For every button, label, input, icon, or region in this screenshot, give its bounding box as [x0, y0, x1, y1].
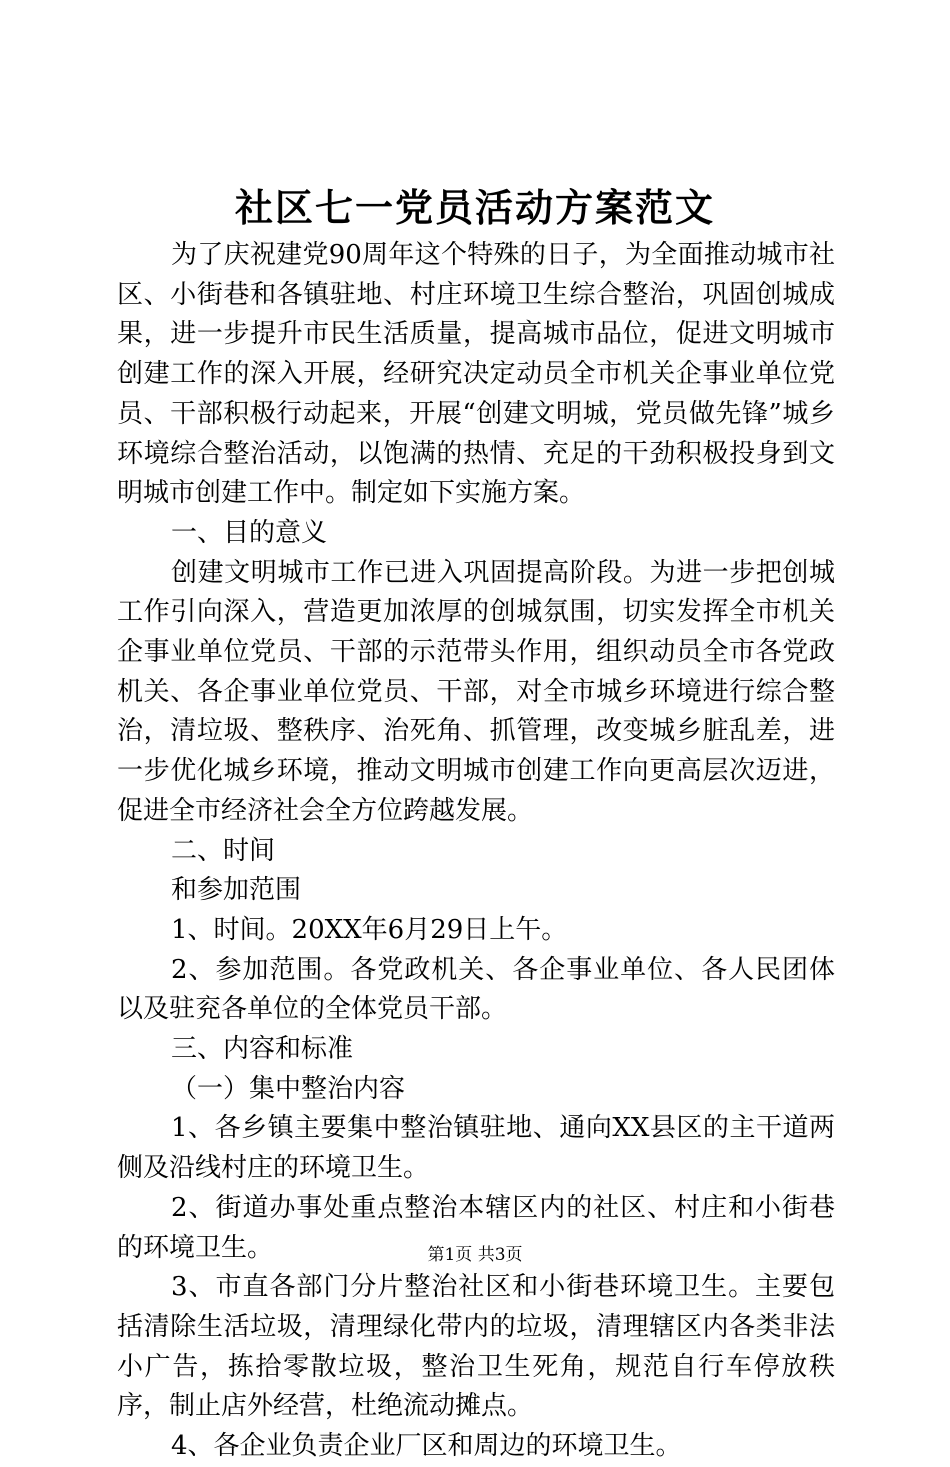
list-item: 1、各乡镇主要集中整治镇驻地、通向XX县区的主干道两侧及沿线村庄的环境卫生。 [117, 1113, 835, 1184]
section-heading-content: 三、内容和标准 [171, 1034, 354, 1065]
subsection-heading-focus: （一）集中整治内容 [171, 1073, 406, 1104]
paragraph-scope: 2、参加范围。各党政机关、各企事业单位、各人民团体以及驻兖各单位的全体党员干部。 [117, 954, 835, 1025]
document-body [117, 236, 835, 1467]
section-heading-time: 二、时间 [171, 835, 276, 866]
list-item: 4、各企业负责企业厂区和周边的环境卫生。 [171, 1431, 682, 1462]
document-title: 社区七一党员活动方案范文 [234, 185, 715, 230]
paragraph-purpose: 创建文明城市工作已进入巩固提高阶段。为进一步把创城工作引向深入，营造更加浓厚的创城氛围，切实发挥全市机关企事业单位党员、干部的示范带头作用，组织动员全市各党政机关、各企事业单位党员、干部，对全市城乡环境进行综合整治，清垃圾、整秩序、治死角、抓管理，改变城乡脏乱差，进一步优化城乡环境，推动文明城市创建工作向更高层次迈进，促进全市经济社会全方位跨越发展。 [117, 557, 835, 826]
list-item: 2、街道办事处重点整治本辖区内的社区、村庄和小街巷的环境卫生。 [117, 1192, 835, 1263]
section-heading-scope: 和参加范围 [171, 875, 302, 906]
paragraph-time: 1、时间。20XX年6月29日上午。 [171, 914, 568, 945]
list-item: 3、市直各部门分片整治社区和小街巷环境卫生。主要包括清除生活垃圾，清理绿化带内的垃圾，清理辖区内各类非法小广告，拣拾零散垃圾，整治卫生死角，规范自行车停放秩序，制止店外经营，杜绝流动摊点。 [117, 1272, 835, 1422]
page-footer: 第1页 共3页 [427, 1245, 523, 1265]
paragraph-intro: 为了庆祝建党90周年这个特殊的日子，为全面推动城市社区、小街巷和各镇驻地、村庄环境卫生综合整治，巩固创城成果，进一步提升市民生活质量，提高城市品位，促进文明城市创建工作的深入开展，经研究决定动员全市机关企事业单位党员、干部积极行动起来，开展“创建文明城，党员做先锋”城乡环境综合整治活动，以饱满的热情、充足的干劲积极投身到文明城市创建工作中。制定如下实施方案。 [117, 240, 835, 509]
section-heading-purpose: 一、目的意义 [171, 517, 328, 548]
